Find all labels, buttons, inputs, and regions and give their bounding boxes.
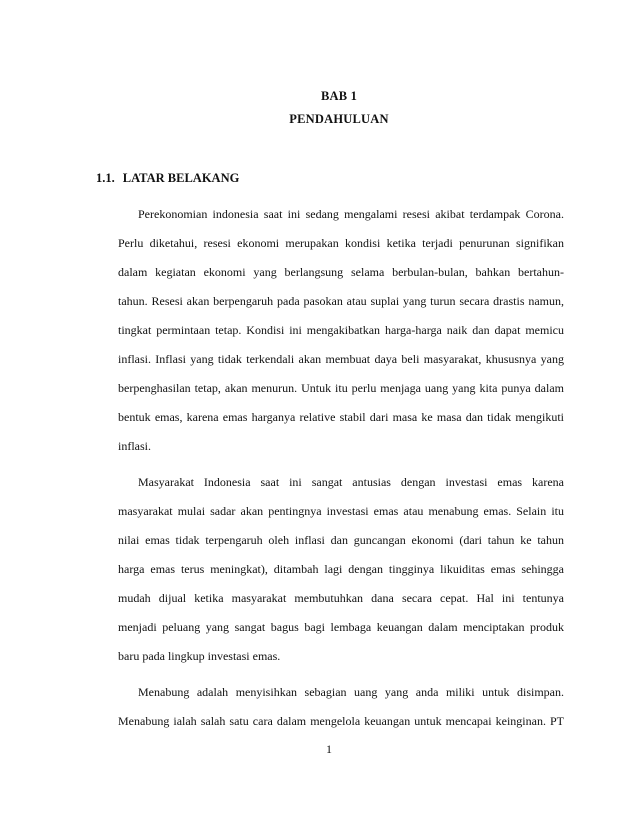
paragraph-line: menjadi peluang yang sangat bagus bagi lembaga keuangan dalam menciptakan produk bbox=[118, 620, 564, 634]
paragraph-line: tahun. Resesi akan berpengaruh pada pasokan atau suplai yang turun secara drastis namun, bbox=[118, 294, 564, 308]
paragraph-line: masyarakat mulai sadar akan pentingnya investasi emas atau menabung emas. Selain itu bbox=[118, 504, 564, 518]
paragraph-line: Perlu diketahui, resesi ekonomi merupakan kondisi ketika terjadi penurunan signifikan bbox=[118, 236, 564, 250]
paragraph-line: tingkat permintaan tetap. Kondisi ini mengakibatkan harga-harga naik dan dapat memicu bbox=[118, 323, 564, 337]
section-title: LATAR BELAKANG bbox=[122, 171, 240, 185]
paragraph-line: dalam kegiatan ekonomi yang berlangsung selama berbulan-bulan, bahkan bertahun- bbox=[118, 265, 564, 279]
paragraph-line: Menabung ialah salah satu cara dalam mengelola keuangan untuk mencapai keinginan. PT bbox=[118, 714, 564, 728]
page-number: 1 bbox=[326, 742, 332, 756]
chapter-title: PENDAHULUAN bbox=[289, 112, 389, 126]
paragraph-line: baru pada lingkup investasi emas. bbox=[118, 649, 281, 663]
paragraph-line: Masyarakat Indonesia saat ini sangat antusias dengan investasi emas karena bbox=[138, 475, 564, 489]
paragraph-line: mudah dijual ketika masyarakat membutuhkan dana secara cepat. Hal ini tentunya bbox=[118, 591, 564, 605]
paragraph-line: harga emas terus meningkat), ditambah lagi dengan tingginya likuiditas emas sehingga bbox=[118, 562, 564, 576]
paragraph-line: bentuk emas, karena emas harganya relative stabil dari masa ke masa dan tidak mengikuti bbox=[118, 410, 564, 424]
paragraph-line: inflasi. Inflasi yang tidak terkendali akan membuat daya beli masyarakat, khususnya yang bbox=[118, 352, 564, 366]
paragraph-line: inflasi. bbox=[118, 439, 151, 453]
paragraph-line: Perekonomian indonesia saat ini sedang mengalami resesi akibat terdampak Corona. bbox=[138, 207, 564, 221]
section-heading bbox=[96, 171, 239, 186]
paragraph-line: Menabung adalah menyisihkan sebagian uang yang anda miliki untuk disimpan. bbox=[138, 685, 564, 699]
paragraph-line: nilai emas tidak terpengaruh oleh inflasi dan guncangan ekonomi (dari tahun ke tahun bbox=[118, 533, 564, 547]
paragraph-line: berpenghasilan tetap, akan menurun. Untuk itu perlu menjaga uang yang kita punya dalam bbox=[118, 381, 564, 395]
chapter-number: BAB 1 bbox=[320, 89, 358, 103]
section-number: 1.1. bbox=[96, 171, 115, 185]
